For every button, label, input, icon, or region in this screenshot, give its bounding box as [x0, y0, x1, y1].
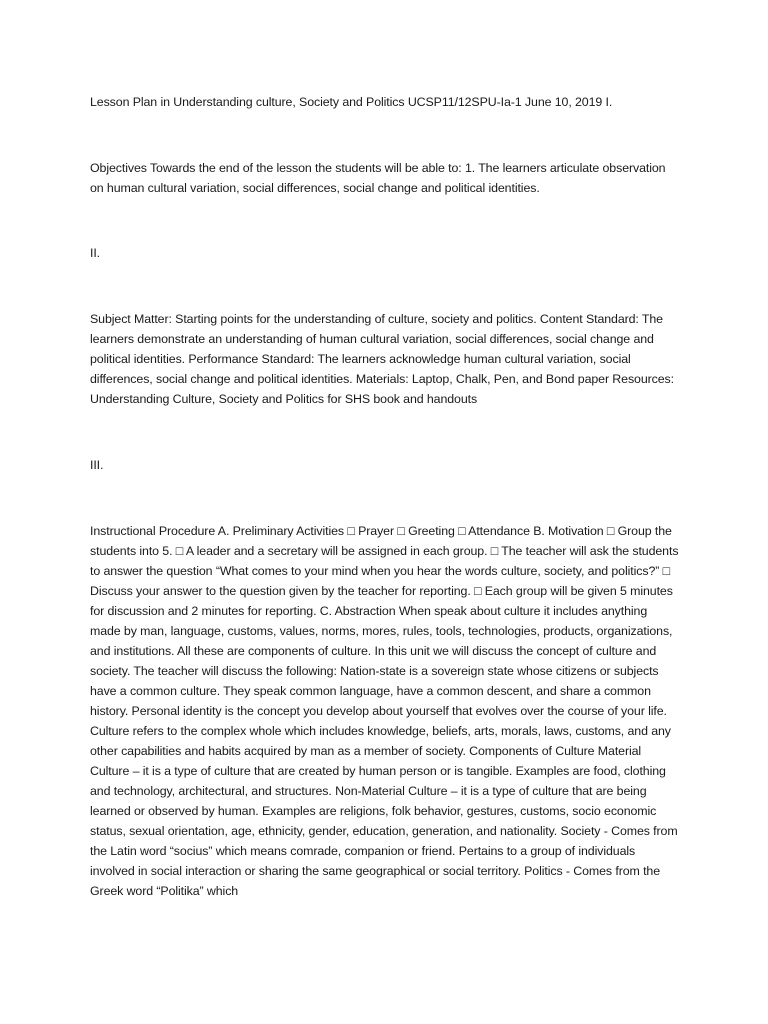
objectives-paragraph: Objectives Towards the end of the lesson the students will be able to: 1. The learners articulate observation on human cultural variation, social differences, social change and political identities.: [90, 161, 666, 195]
instructional-procedure-paragraph: Instructional Procedure A. Preliminary Activities □ Prayer □ Greeting □ Attendance B. Motivation □ Group the students into 5. □ A leader and a secretary will be assigned in each group. □ The teacher will ask the students to answer the question “What comes to your mind when you hear the words culture, society, and politics?” □ Discuss your answer to the question given by the teacher for reporting. □ Each group will be given 5 minutes for discussion and 2 minutes for reporting. C. Abstraction When speak about culture it includes anything made by man, language, customs, values, norms, mores, rules, tools, technologies, products, organizations, and institutions. All these are components of culture. In this unit we will discuss the concept of culture and society. The teacher will discuss the following: Nation-state is a sovereign state whose citizens or subjects have a common culture. They speak common language, have a common descent, and share a common history. Personal identity is the concept you develop about yourself that evolves over the course of your life. Culture refers to the complex whole which includes knowledge, beliefs, arts, morals, laws, customs, and any other capabilities and habits acquired by man as a member of society. Components of Culture Material Culture – it is a type of culture that are created by human person or is tangible. Examples are food, clothing and technology, architectural, and structures. Non-Material Culture – it is a type of culture that are being learned or observed by human. Examples are religions, folk behavior, gestures, customs, socio economic status, sexual orientation, age, ethnicity, gender, education, generation, and nationality. Society - Comes from the Latin word “socius” which means comrade, companion or friend. Pertains to a group of individuals involved in social interaction or sharing the same geographical or social territory. Politics - Comes from the Greek word “Politika” which: [90, 524, 679, 898]
subject-matter-paragraph: Subject Matter: Starting points for the understanding of culture, society and politics. Content Standard: The learners demonstrate an understanding of human cultural variation, social differences, social change and political identities. Performance Standard: The learners acknowledge human cultural variation, social differences, social change and political identities. Materials: Laptop, Chalk, Pen, and Bond paper Resources: Understanding Culture, Society and Politics for SHS book and handouts: [90, 312, 674, 406]
section-heading-ii: II.: [90, 246, 101, 260]
section-heading-iii: III.: [90, 458, 104, 472]
lesson-plan-title: Lesson Plan in Understanding culture, Society and Politics UCSP11/12SPU-Ia-1 June 10, 2019 I.: [90, 95, 613, 109]
